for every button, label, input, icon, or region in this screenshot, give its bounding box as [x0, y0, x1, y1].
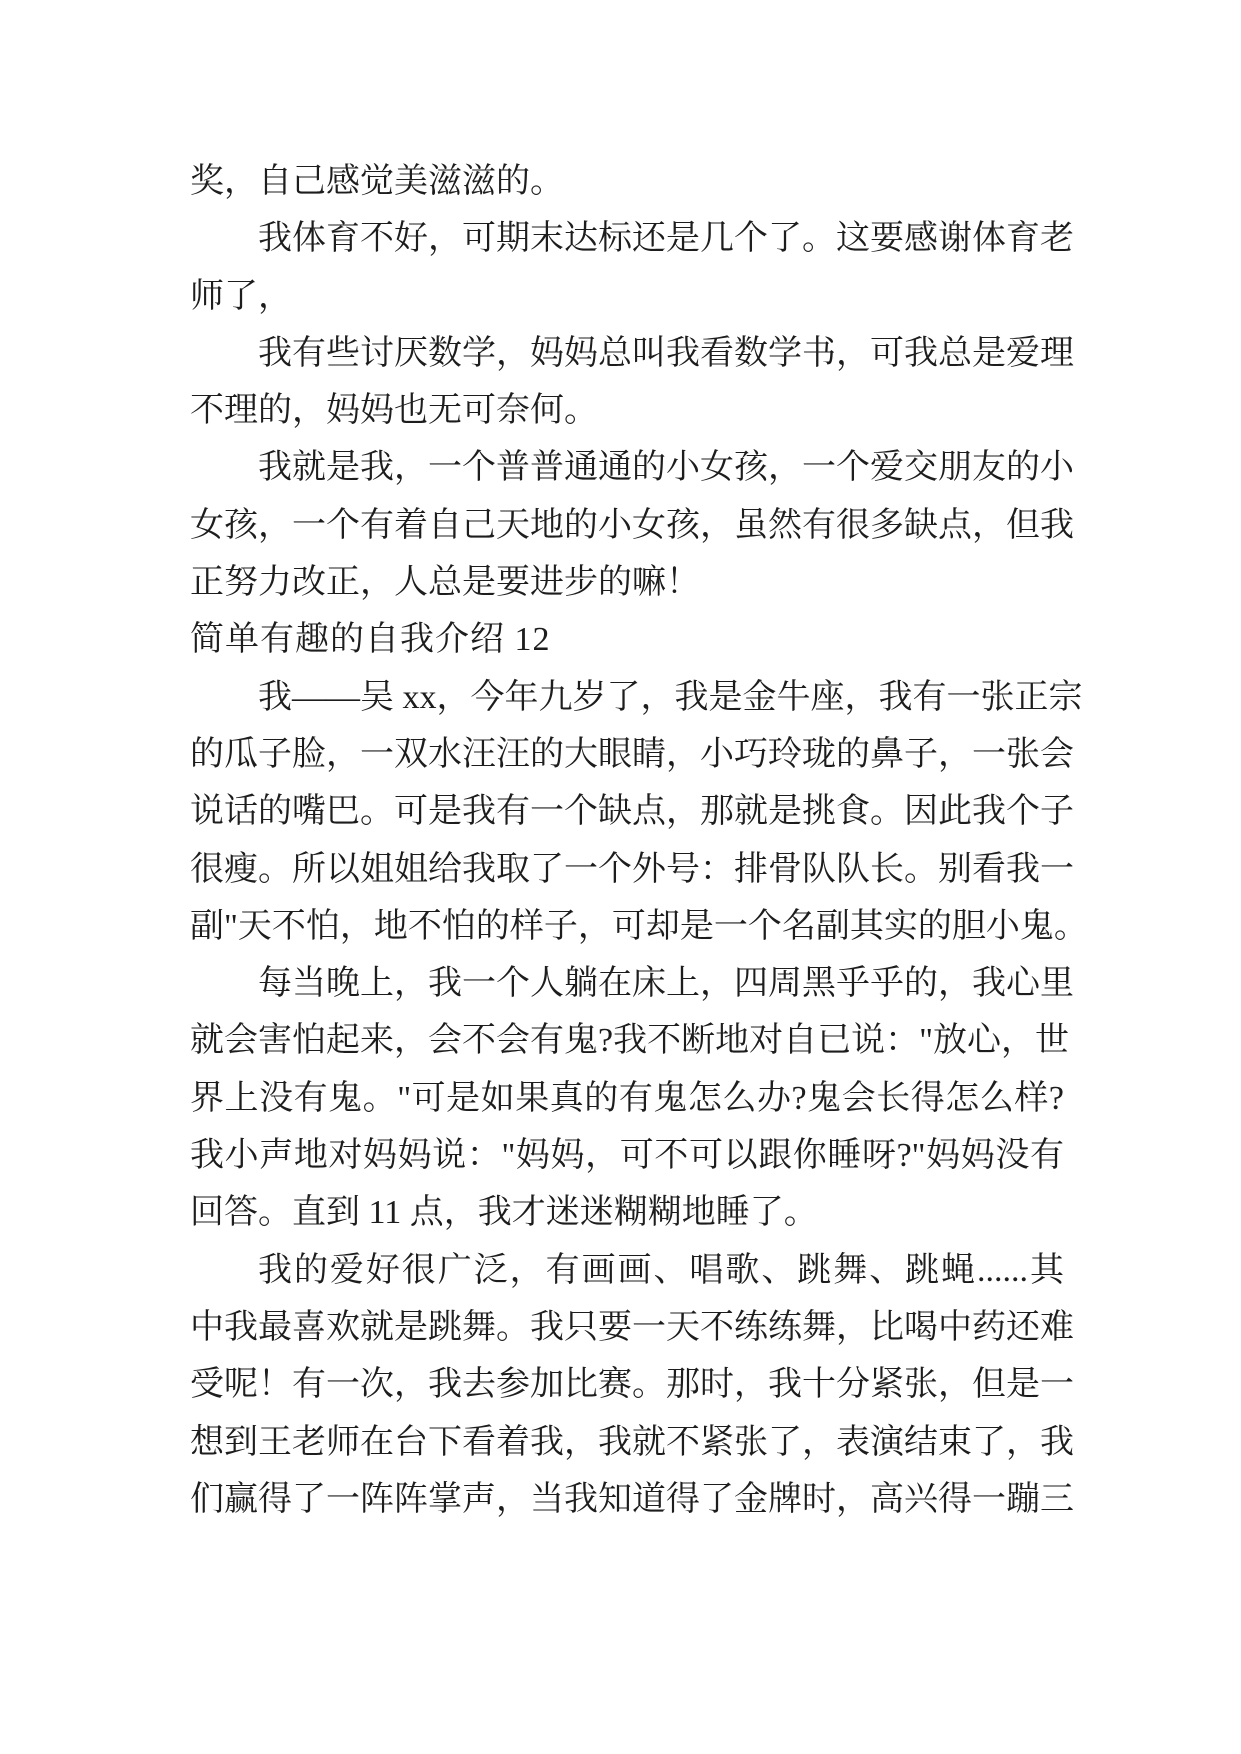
- text-line: 受呢！有一次，我去参加比赛。那时，我十分紧张，但是一: [190, 1366, 1074, 1404]
- text-line: 我就是我，一个普普通通的小女孩，一个爱交朋友的小: [258, 449, 1074, 487]
- text-line: 正努力改正，人总是要进步的嘛！: [190, 564, 700, 602]
- text-line: 的瓜子脸，一双水汪汪的大眼睛，小巧玲珑的鼻子，一张会: [190, 735, 1074, 773]
- text-line: 我的爱好很广泛，有画画、唱歌、跳舞、跳蝇......其: [258, 1251, 1064, 1289]
- text-line: 我小声地对妈妈说："妈妈，可不可以跟你睡呀?"妈妈没有: [190, 1137, 1064, 1175]
- text-line: 我有些讨厌数学，妈妈总叫我看数学书，可我总是爱理: [258, 334, 1074, 372]
- text-line: 们赢得了一阵阵掌声，当我知道得了金牌时，高兴得一蹦三: [190, 1480, 1074, 1518]
- text-line: 奖，自己感觉美滋滋的。: [190, 163, 564, 200]
- text-line: 我体育不好，可期末达标还是几个了。这要感谢体育老: [258, 220, 1074, 258]
- text-line: 说话的嘴巴。可是我有一个缺点，那就是挑食。因此我个子: [190, 793, 1074, 831]
- text-line: 中我最喜欢就是跳舞。我只要一天不练练舞，比喝中药还难: [190, 1308, 1074, 1346]
- text-line: 每当晚上，我一个人躺在床上，四周黑乎乎的，我心里: [258, 965, 1074, 1003]
- text-line: 想到王老师在台下看着我，我就不紧张了，表演结束了，我: [190, 1423, 1074, 1461]
- text-line: 副"天不怕，地不怕的样子，可却是一个名副其实的胆小鬼。: [190, 907, 1088, 945]
- text-line: 不理的，妈妈也无可奈何。: [190, 392, 598, 430]
- text-line: 回答。直到 11 点，我才迷迷糊糊地睡了。: [190, 1194, 818, 1232]
- section-heading: 简单有趣的自我介绍 12: [190, 621, 551, 659]
- text-line: 女孩，一个有着自己天地的小女孩，虽然有很多缺点，但我: [190, 506, 1074, 544]
- text-line: 界上没有鬼。"可是如果真的有鬼怎么办?鬼会长得怎么样?: [190, 1079, 1064, 1117]
- text-line: 就会害怕起来，会不会有鬼?我不断地对自已说："放心，世: [190, 1022, 1069, 1060]
- text-line: 师了，: [190, 277, 292, 315]
- text-lines: [190, 153, 1088, 1528]
- text-line: 我——吴 xx，今年九岁了，我是金牛座，我有一张正宗: [258, 678, 1083, 716]
- text-line: 很瘦。所以姐姐给我取了一个外号：排骨队队长。别看我一: [190, 850, 1074, 888]
